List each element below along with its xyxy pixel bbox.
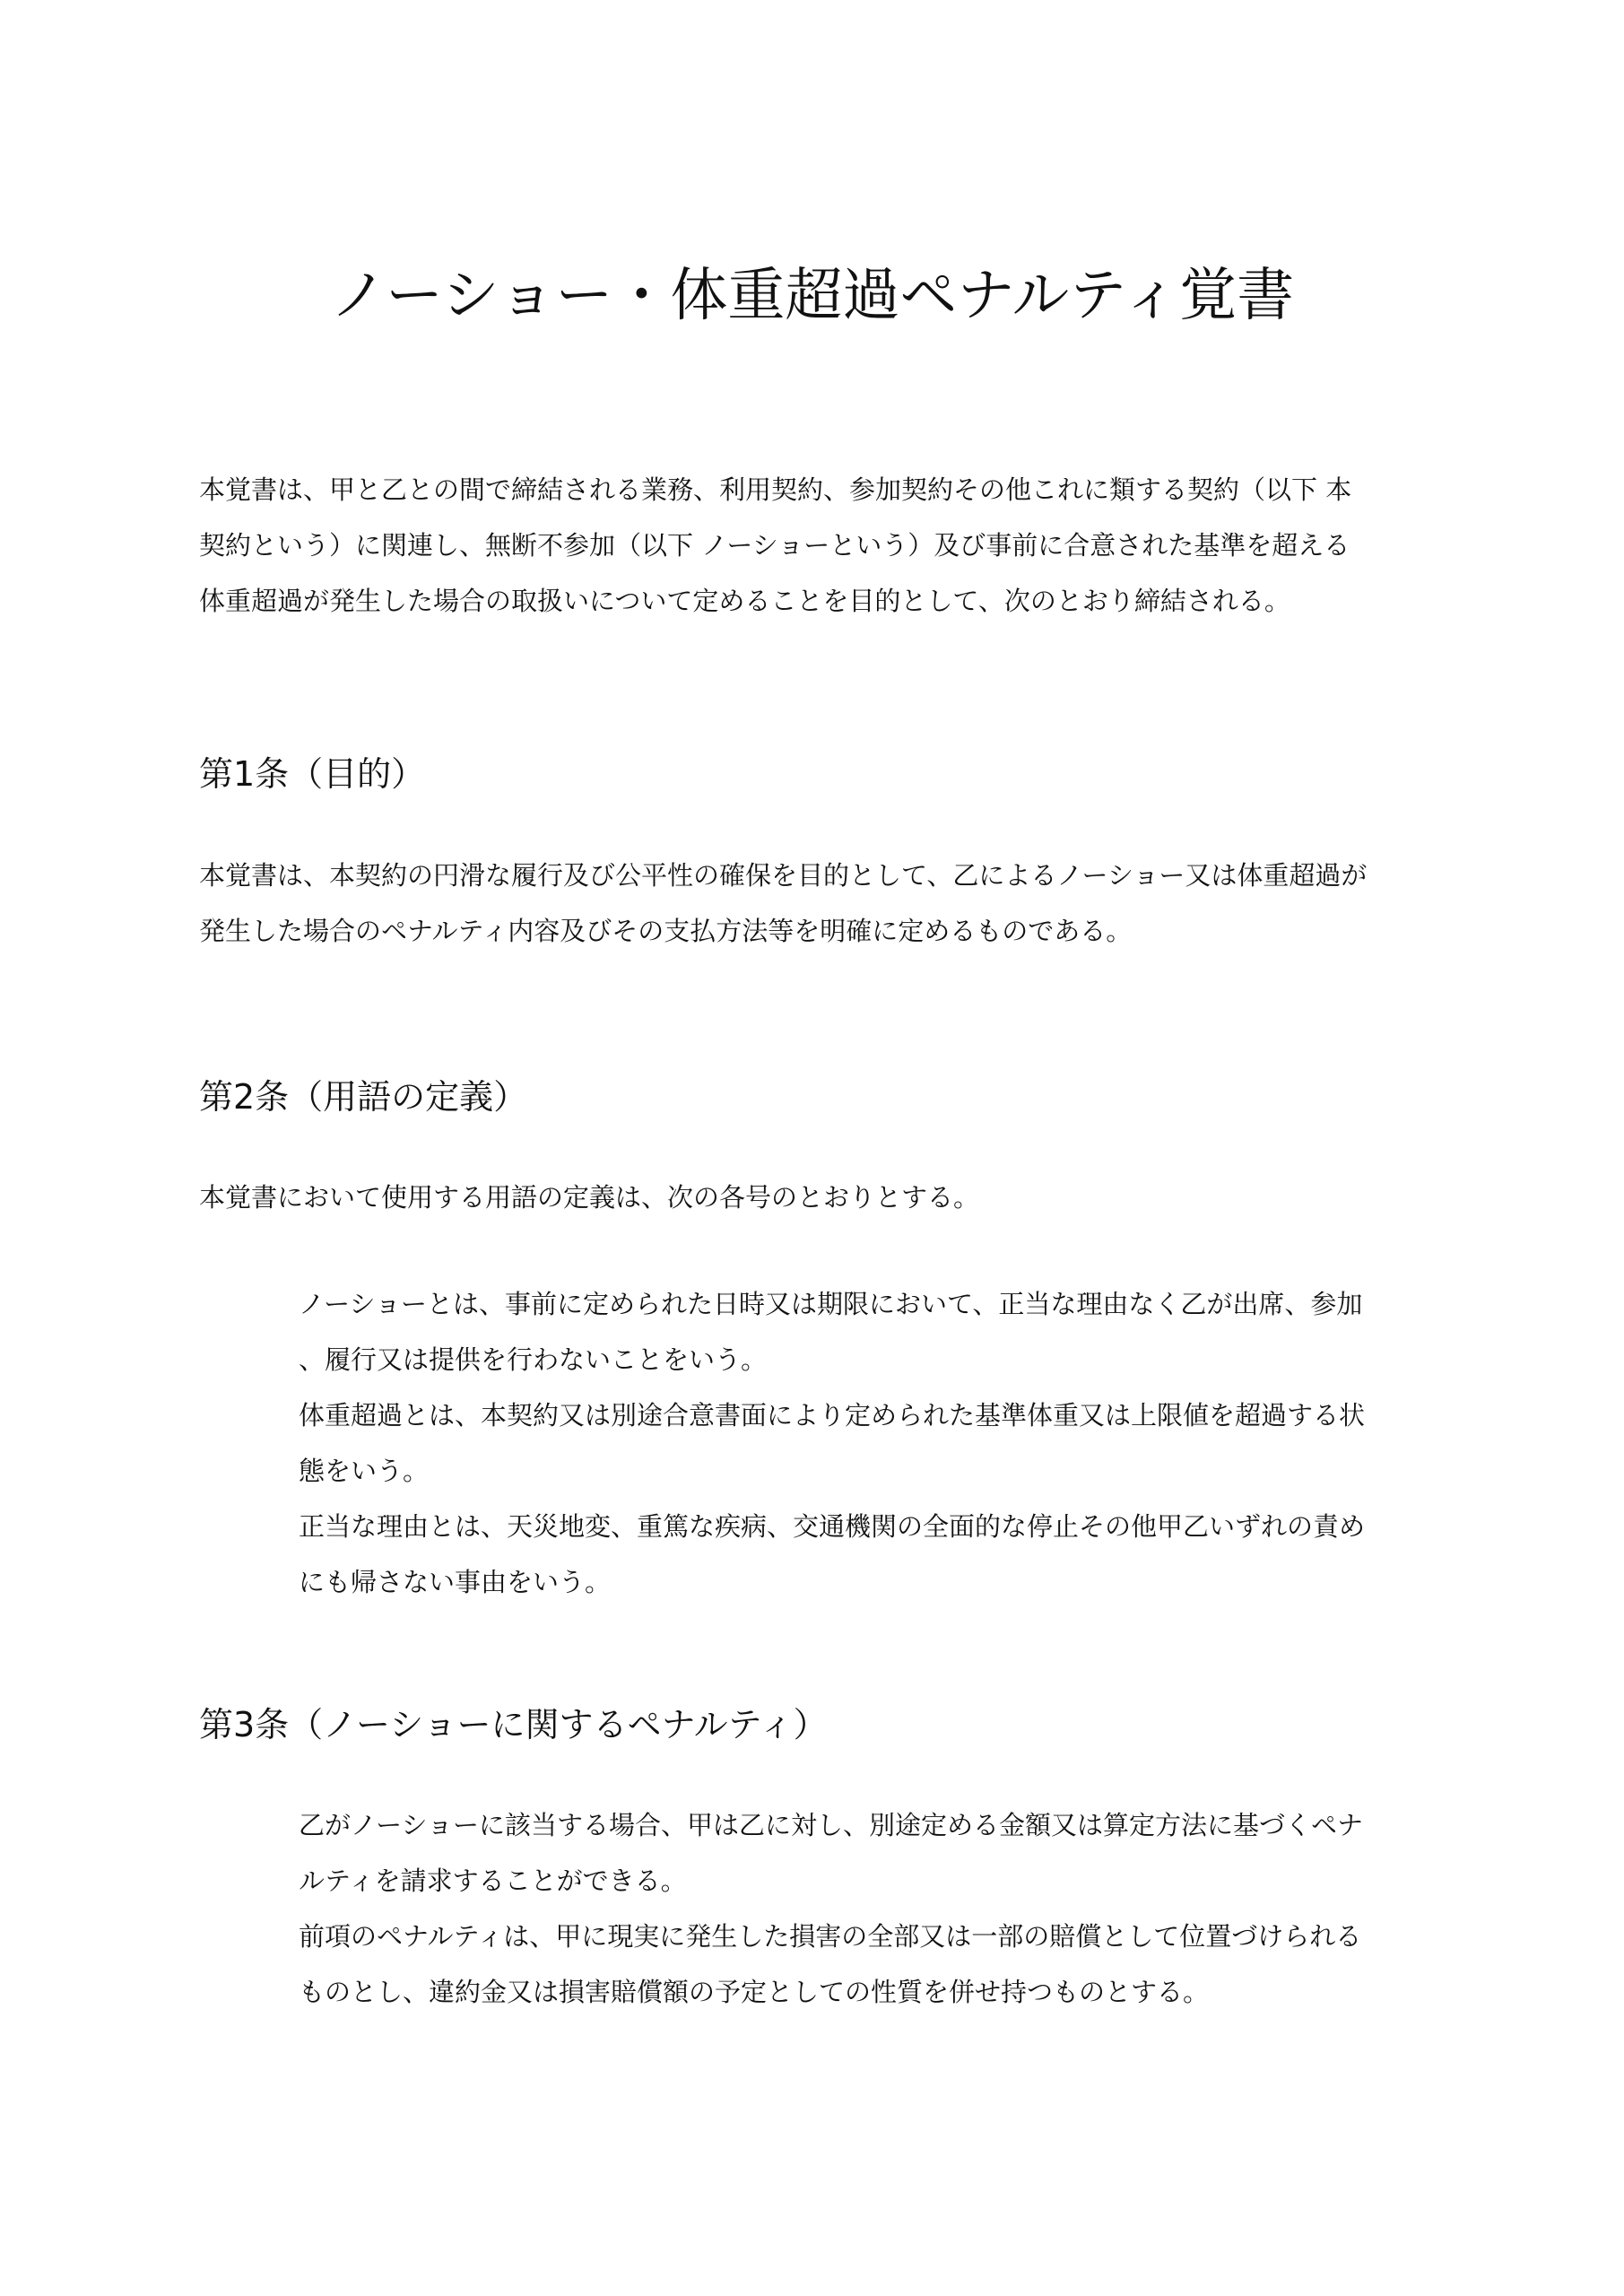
preamble-line: 契約という）に関連し、無断不参加（以下 ノーショーという）及び事前に合意された基準を超える: [199, 530, 1350, 561]
article-2-item-line: 、履行又は提供を行わないことをいう。: [299, 1344, 768, 1375]
article-2-item-line: 体重超過とは、本契約又は別途合意書面により定められた基準体重又は上限値を超過する状: [299, 1400, 1366, 1431]
article-2-heading: 第2条（用語の定義）: [199, 1077, 528, 1117]
article-3-item-line: 乙がノーショーに該当する場合、甲は乙に対し、別途定める金額又は算定方法に基づくペナ: [299, 1810, 1363, 1840]
preamble-line: 本覚書は、甲と乙との間で締結される業務、利用契約、参加契約その他これに類する契約（以下 本: [199, 474, 1352, 505]
article-2-item-line: にも帰さない事由をいう。: [299, 1567, 612, 1597]
article-2-item-line: ノーショーとは、事前に定められた日時又は期限において、正当な理由なく乙が出席、参加: [299, 1289, 1363, 1319]
article-3-item-line: ものとし、違約金又は損害賠償額の予定としての性質を併せ持つものとする。: [299, 1977, 1210, 2007]
document-title: ノーショー・体重超過ペナルティ覚書: [329, 263, 1295, 329]
article-3-item-line: 前項のペナルティは、甲に現実に発生した損害の全部又は一部の賠償として位置づけられる: [299, 1921, 1362, 1952]
article-1-heading: 第1条（目的）: [199, 754, 426, 794]
article-2-item-line: 正当な理由とは、天災地変、重篤な疾病、交通機関の全面的な停止その他甲乙いずれの責め: [299, 1511, 1366, 1542]
article-3-item-line: ルティを請求することができる。: [299, 1866, 687, 1896]
article-3-heading: 第3条（ノーショーに関するペナルティ）: [199, 1705, 828, 1744]
article-1-body-line: 本覚書は、本契約の円滑な履行及び公平性の確保を目的として、乙によるノーショー又は体重超過が: [199, 860, 1368, 891]
article-2-body-line: 本覚書において使用する用語の定義は、次の各号のとおりとする。: [199, 1182, 980, 1213]
article-2-item-line: 態をいう。: [299, 1456, 430, 1486]
preamble-line: 体重超過が発生した場合の取扱いについて定めることを目的として、次のとおり締結される。: [199, 586, 1290, 616]
article-1-body-line: 発生した場合のペナルティ内容及びその支払方法等を明確に定めるものである。: [199, 916, 1133, 946]
